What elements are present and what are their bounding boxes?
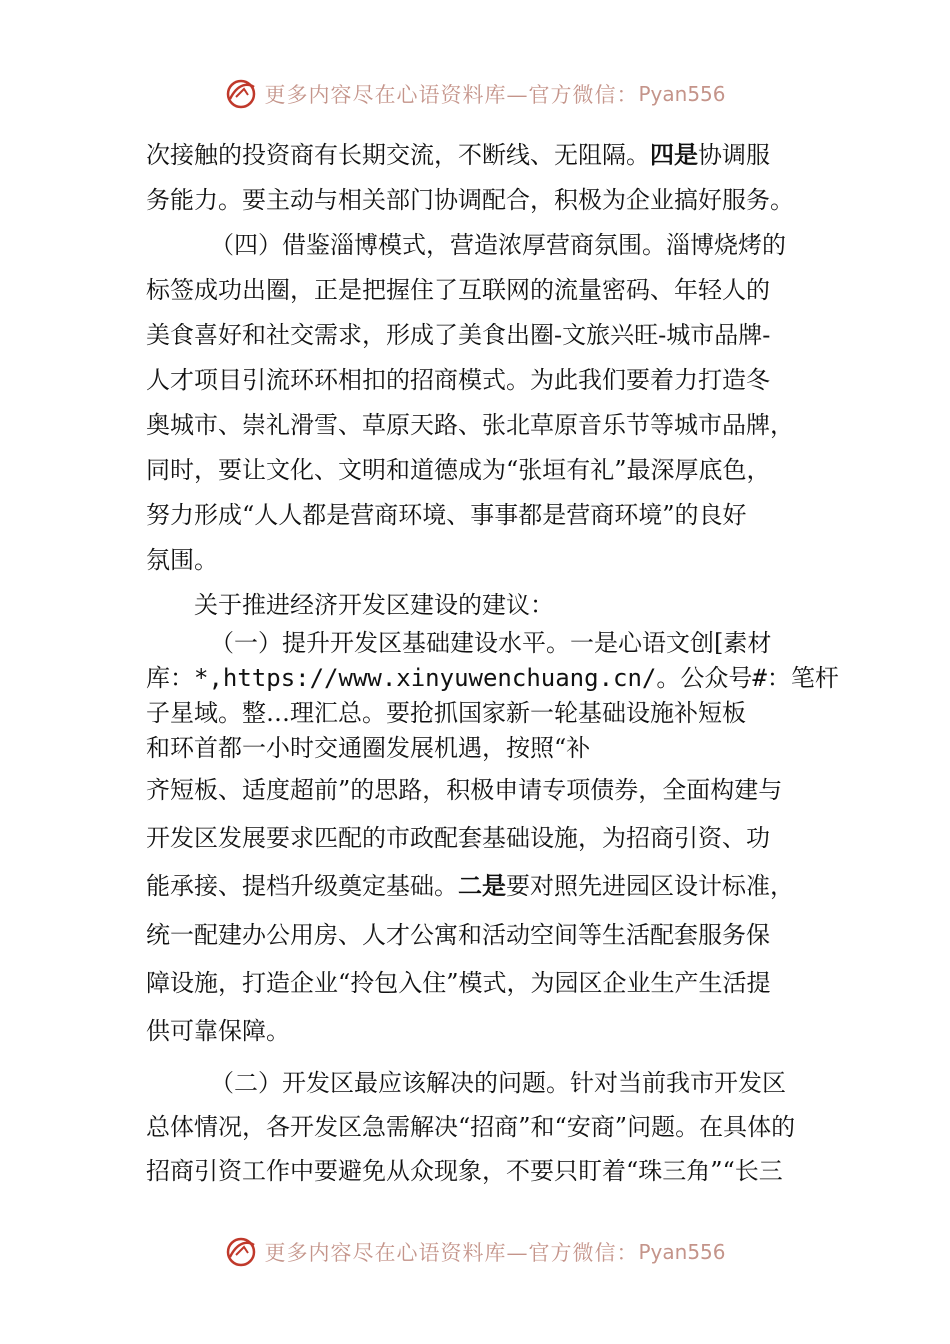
text-line: 总体情况，各开发区急需解决“招商”和“安商”问题。在具体的 [146, 1113, 796, 1141]
text-line: 氛围。 [146, 546, 218, 574]
text-line: 人才项目引流环环相扣的招商模式。为此我们要着力打造冬 [146, 366, 770, 394]
text-line: 务能力。要主动与相关部门协调配合，积极为企业搞好服务。 [146, 186, 794, 214]
text-line: 能承接、提档升级奠定基础。二是要对照先进园区设计标准， [146, 872, 794, 900]
text-line: 招商引资工作中要避免从众现象，不要只盯着“珠三角”“长三 [146, 1157, 783, 1185]
header-watermark-text: 更多内容尽在心语资料库—官方微信： [264, 83, 639, 107]
section-heading-4: （四）借鉴淄博模式，营造浓厚营商氛围。淄博烧烤的 [210, 231, 786, 259]
text-line: 统一配建办公用房、人才公寓和活动空间等生活配套服务保 [146, 921, 770, 949]
section-title: 关于推进经济开发区建设的建议： [194, 591, 554, 619]
text-line: 美食喜好和社交需求，形成了美食出圈-文旅兴旺-城市品牌- [146, 321, 771, 349]
text-line: 标签成功出圈，正是把握住了互联网的流量密码、年轻人的 [146, 276, 770, 304]
text-line: 子星域。整…理汇总。要抢抓国家新一轮基础设施补短板 [146, 699, 746, 727]
text-line: 次接触的投资商有长期交流，不断线、无阻隔。四是协调服 [146, 141, 770, 169]
text-line: 同时，要让文化、文明和道德成为“张垣有礼”最深厚底色， [146, 456, 771, 484]
section-heading-2: （二）开发区最应该解决的问题。针对当前我市开发区 [210, 1069, 786, 1097]
text-line: 和环首都一小时交通圈发展机遇，按照“补 [146, 734, 591, 762]
footer-watermark-id: Pyan556 [638, 1240, 726, 1264]
header-watermark [0, 74, 950, 114]
header-watermark-id: Pyan556 [638, 82, 726, 106]
text-line: 齐短板、适度超前”的思路，积极申请专项债券，全面构建与 [146, 776, 783, 804]
logo-icon [224, 1235, 258, 1269]
text-line: 供可靠保障。 [146, 1017, 290, 1045]
footer-watermark [0, 1232, 950, 1272]
section-heading-1: （一）提升开发区基础建设水平。一是心语文创[素材 [210, 629, 772, 657]
footer-watermark-text: 更多内容尽在心语资料库—官方微信： [264, 1241, 639, 1265]
text-line: 障设施，打造企业“拎包入住”模式，为园区企业生产生活提 [146, 969, 771, 997]
text-line-url: 库：*,https://www.xinyuwenchuang.cn/。公众号#：笔杆 [146, 664, 839, 692]
text-line: 努力形成“人人都是营商环境、事事都是营商环境”的良好 [146, 501, 747, 529]
logo-icon [224, 77, 258, 111]
text-line: 奥城市、崇礼滑雪、草原天路、张北草原音乐节等城市品牌， [146, 411, 794, 439]
text-line: 开发区发展要求匹配的市政配套基础设施，为招商引资、功 [146, 824, 770, 852]
